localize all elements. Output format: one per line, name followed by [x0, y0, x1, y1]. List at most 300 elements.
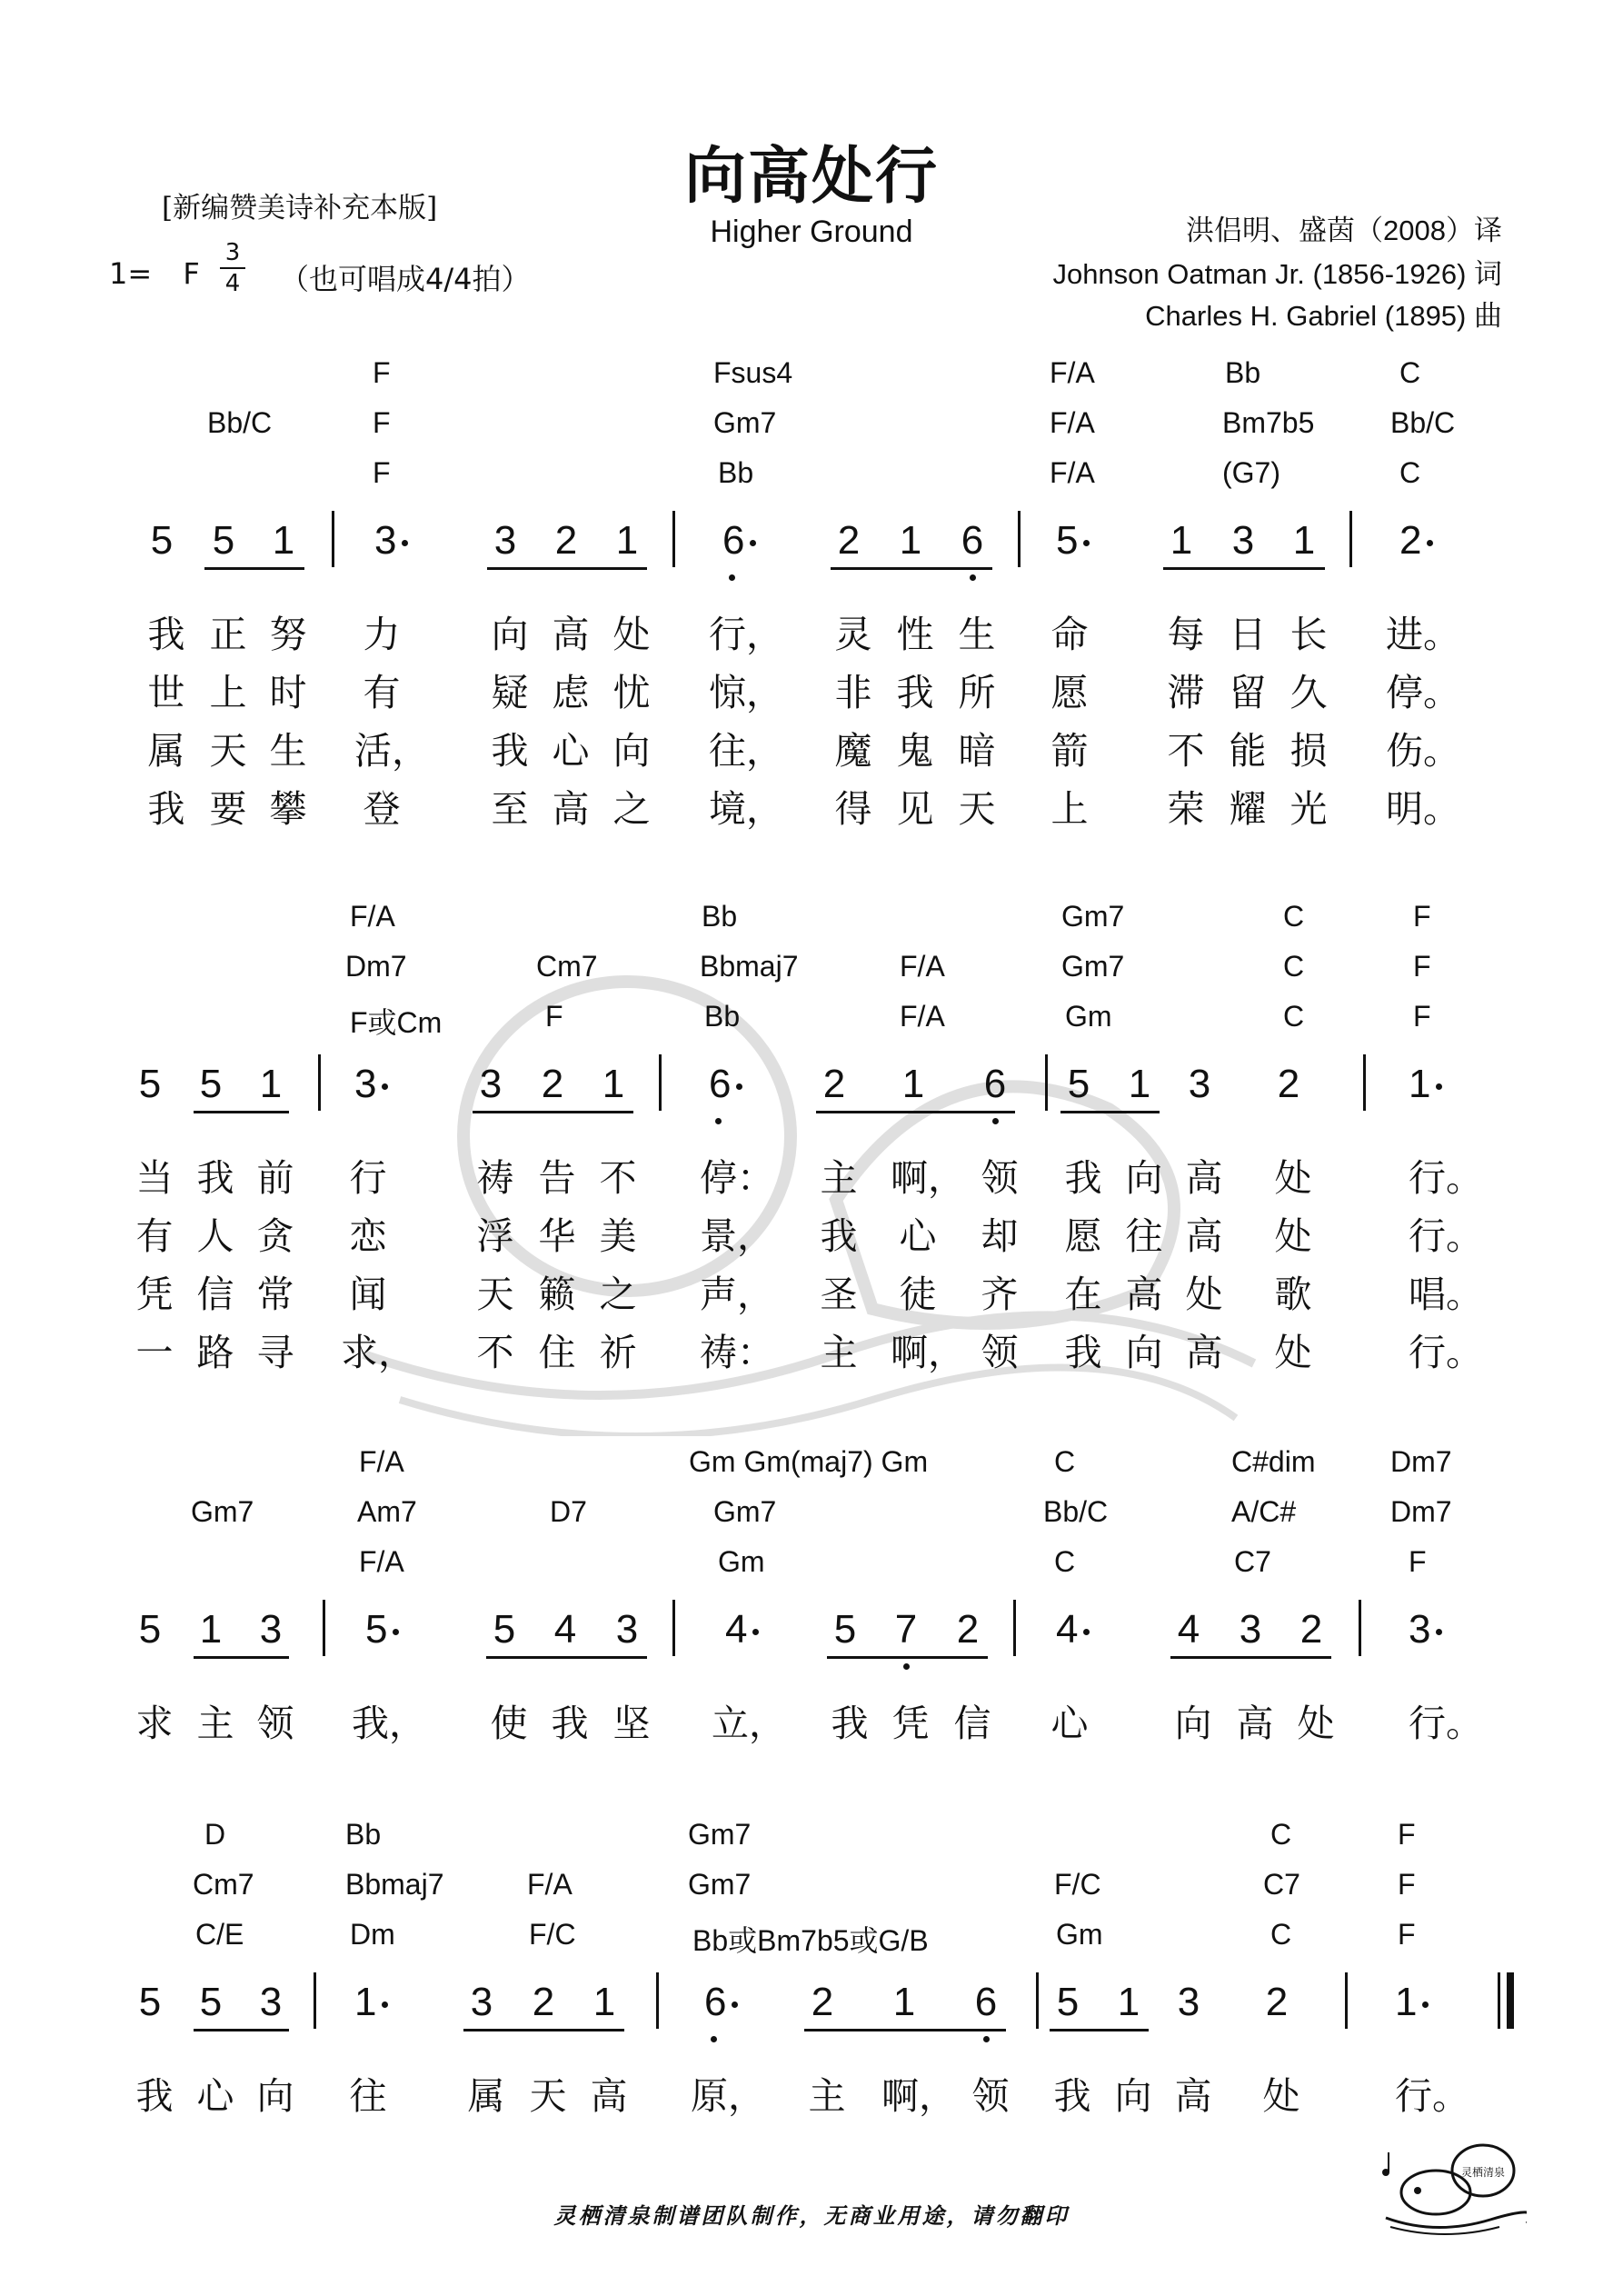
- lyric-char: 圣: [820, 1273, 858, 1316]
- lyric-char: 生: [958, 613, 996, 656]
- note: [1121, 1062, 1158, 1107]
- lyric-char: 声，: [700, 1273, 774, 1316]
- chord-symbol: Gm7: [688, 1818, 752, 1851]
- augmentation-dot: [382, 1083, 388, 1090]
- lyric-char: 天: [476, 1273, 514, 1316]
- note: [1386, 1980, 1440, 2025]
- lyric-char: 心: [196, 2074, 234, 2118]
- note-digit: 5: [199, 1980, 223, 2024]
- note-digit: 2: [541, 1062, 564, 1106]
- lyric-char: 属: [467, 2074, 505, 2118]
- note: [1232, 1607, 1269, 1652]
- lyric-char: 命: [1050, 613, 1089, 656]
- eighth-note-underline: [463, 2029, 624, 2031]
- note-digit: 1: [1395, 1980, 1418, 2024]
- note-digit: 3: [259, 1607, 283, 1652]
- note: [132, 1062, 168, 1107]
- note-digit: 1: [1409, 1062, 1431, 1106]
- lyric-char: 常: [256, 1273, 294, 1316]
- lyric-char: 我: [491, 729, 529, 773]
- lyric-char: 往，: [709, 729, 783, 773]
- augmentation-dot: [393, 1629, 399, 1635]
- note-digit: 6: [974, 1980, 998, 2024]
- lyric-char: 主: [808, 2074, 846, 2118]
- lyric-char: 攀: [269, 787, 307, 831]
- chord-symbol: D7: [550, 1495, 587, 1528]
- lyric-char: 上: [1050, 787, 1089, 831]
- note-digit: 1: [615, 518, 639, 563]
- lyric-char: 领: [981, 1156, 1019, 1200]
- note-digit: 3: [1188, 1062, 1211, 1106]
- lyric-char: 非: [834, 671, 872, 714]
- note: [816, 1062, 852, 1107]
- lyric-char: 我: [147, 613, 185, 656]
- chord-symbol: F: [1413, 900, 1431, 933]
- chord-symbol: F: [1409, 1545, 1427, 1578]
- note: [193, 1062, 229, 1107]
- augmentation-dot: [1427, 540, 1433, 546]
- note-digit: 5: [833, 1607, 857, 1652]
- barline: [1363, 1054, 1366, 1111]
- eighth-note-underline: [1050, 2029, 1149, 2031]
- note-digit: 4: [1177, 1607, 1200, 1652]
- lyric-char: 境，: [709, 787, 783, 831]
- note: [132, 1980, 168, 2025]
- time-signature: [214, 239, 251, 297]
- lyric-char: 久: [1289, 671, 1328, 714]
- eighth-note-underline: [194, 1111, 289, 1113]
- lyric-char: 人: [196, 1214, 234, 1258]
- lyric-char: 心: [552, 729, 590, 773]
- lyric-char: 原，: [691, 2074, 765, 2118]
- eighth-note-underline: [1060, 1111, 1160, 1113]
- lyric-char: 不: [599, 1156, 637, 1200]
- lyric-char: 行。: [1409, 1702, 1483, 1745]
- note-digit: 5: [365, 1607, 388, 1652]
- note-digit: 3: [374, 518, 397, 563]
- note-digit: 1: [899, 518, 922, 563]
- barline: [332, 511, 334, 567]
- lyric-char: 行。: [1395, 2074, 1469, 2118]
- note: [886, 1980, 922, 2025]
- chord-symbol: Bm7b5: [1222, 406, 1315, 439]
- chord-symbol: F/C: [1054, 1868, 1101, 1901]
- note-digit: 2: [822, 1062, 846, 1106]
- augmentation-dot: [1083, 540, 1090, 546]
- augmentation-dot: [382, 2002, 388, 2008]
- barline: [1345, 1972, 1348, 2029]
- chord-symbol: C: [1283, 950, 1305, 983]
- lyric-char: 寻: [256, 1331, 294, 1374]
- note-digit: 5: [212, 518, 235, 563]
- chord-symbol: C: [1270, 1918, 1292, 1951]
- chord-symbol: F/A: [359, 1445, 404, 1478]
- logo-text: 灵栖清泉: [1460, 2166, 1506, 2179]
- augmentation-dot: [1436, 1083, 1442, 1090]
- chord-symbol: Cm7: [193, 1868, 254, 1901]
- lyric-char: 处: [1297, 1702, 1335, 1745]
- note: [586, 1980, 622, 2025]
- lyric-char: 惊，: [709, 671, 783, 714]
- chord-symbol: C: [1399, 456, 1421, 489]
- lyric-char: 祷：: [700, 1331, 774, 1374]
- lyric-char: 向: [256, 2074, 294, 2118]
- note: [895, 1062, 931, 1107]
- chord-symbol: Bb/C: [207, 406, 273, 439]
- time-denominator: 4: [224, 270, 241, 297]
- lyric-char: 天: [209, 729, 247, 773]
- note-digit: 3: [1239, 1607, 1262, 1652]
- lyric-char: 荣: [1167, 787, 1205, 831]
- note-digit: 5: [138, 1062, 162, 1106]
- chord-symbol: F/A: [350, 900, 395, 933]
- lyric-char: 高: [552, 787, 590, 831]
- note: [132, 1607, 168, 1652]
- chord-symbol: Bb: [718, 456, 754, 489]
- chord-symbol: A/C#: [1231, 1495, 1297, 1528]
- note: [253, 1062, 289, 1107]
- key-prefix: 1=: [109, 256, 153, 291]
- lyric-char: 活，: [354, 729, 429, 773]
- eighth-note-underline: [487, 567, 647, 570]
- note: [345, 1980, 400, 2025]
- lyric-char: 心: [1050, 1702, 1089, 1745]
- lyric-char: 处: [1274, 1331, 1312, 1374]
- credit-translator: 洪侣明、盛茵（2008）译: [1186, 215, 1502, 246]
- chord-symbol: F或Cm: [350, 1006, 443, 1039]
- note: [977, 1062, 1013, 1107]
- lyric-char: 之: [599, 1273, 637, 1316]
- note: [548, 518, 584, 564]
- chord-symbol: C: [1054, 1445, 1076, 1478]
- note: [954, 518, 991, 564]
- note-digit: 3: [470, 1980, 493, 2024]
- chord-symbol: Gm: [1065, 1000, 1112, 1033]
- chord-symbol: F: [1398, 1818, 1416, 1851]
- lyric-char: 住: [538, 1331, 576, 1374]
- lyric-char: 能: [1229, 729, 1267, 773]
- lyric-char: 高: [1125, 1273, 1163, 1316]
- lyric-char: 向: [612, 729, 651, 773]
- lyric-char: 日: [1229, 613, 1267, 656]
- chord-symbol: Gm7: [1061, 950, 1125, 983]
- note-digit: 1: [901, 1062, 925, 1106]
- chord-symbol: F: [1398, 1918, 1416, 1951]
- lyric-char: 往: [1125, 1214, 1163, 1258]
- lyric-char: 高: [552, 613, 590, 656]
- augmentation-dot: [752, 1629, 759, 1635]
- note-digit: 5: [138, 1980, 162, 2024]
- lyric-char: 华: [538, 1214, 576, 1258]
- lyric-char: 登: [363, 787, 401, 831]
- lower-octave-dot: [970, 574, 976, 581]
- lyric-char: 领: [256, 1702, 294, 1745]
- note-digit: 6: [704, 1980, 727, 2024]
- lower-octave-dot: [903, 1663, 910, 1670]
- chord-symbol: Gm7: [713, 1495, 777, 1528]
- lyric-char: 疑: [491, 671, 529, 714]
- final-barline-thick: [1507, 1972, 1514, 2029]
- lyric-char: 魔: [834, 729, 872, 773]
- page-title: 向高处行: [683, 141, 939, 213]
- note: [695, 1980, 750, 2025]
- lyric-char: 我: [196, 1156, 234, 1200]
- lyric-char: 使: [490, 1702, 528, 1745]
- lyric-char: 歌: [1274, 1273, 1312, 1316]
- note: [609, 518, 645, 564]
- lyric-char: 停：: [700, 1156, 774, 1200]
- lyric-char: 之: [612, 787, 651, 831]
- note: [265, 518, 302, 564]
- lyric-char: 唱。: [1409, 1273, 1483, 1316]
- lyric-char: 生: [269, 729, 307, 773]
- note: [525, 1980, 562, 2025]
- lyric-char: 高: [1236, 1702, 1274, 1745]
- lyric-char: 齐: [981, 1273, 1019, 1316]
- note: [609, 1607, 645, 1652]
- chord-symbol: Bb: [1225, 356, 1261, 389]
- note-digit: 4: [725, 1607, 748, 1652]
- note-digit: 3: [354, 1062, 377, 1106]
- lyric-char: 所: [958, 671, 996, 714]
- lyric-char: 啊，: [881, 2074, 956, 2118]
- chord-symbol: F/A: [900, 1000, 945, 1033]
- lyric-char: 求: [135, 1702, 174, 1745]
- chord-symbol: Bb: [704, 1000, 741, 1033]
- lyric-char: 性: [896, 613, 934, 656]
- augmentation-dot: [1083, 1629, 1090, 1635]
- note-digit: 2: [956, 1607, 980, 1652]
- lower-octave-dot: [729, 574, 735, 581]
- lyric-char: 领: [981, 1331, 1019, 1374]
- note-digit: 1: [1117, 1980, 1140, 2024]
- chord-symbol: F: [1413, 950, 1431, 983]
- note-digit: 3: [1231, 518, 1255, 563]
- note: [345, 1062, 400, 1107]
- chord-symbol: F/A: [1050, 406, 1095, 439]
- chord-symbol: F/A: [1050, 456, 1095, 489]
- eighth-note-underline: [473, 1111, 633, 1113]
- edition-label: [新编赞美诗补充本版]: [162, 192, 438, 225]
- note: [827, 1607, 863, 1652]
- lyric-char: 明。: [1386, 787, 1460, 831]
- lyric-char: 路: [196, 1331, 234, 1374]
- lyric-char: 时: [269, 671, 307, 714]
- chord-symbol: Am7: [357, 1495, 417, 1528]
- lyric-char: 灵: [834, 613, 872, 656]
- note: [356, 1607, 411, 1652]
- publisher-logo: [1381, 2136, 1527, 2236]
- chord-symbol: F/A: [527, 1868, 573, 1901]
- lyric-char: 至: [491, 787, 529, 831]
- note-digit: 3: [493, 518, 517, 563]
- lyric-char: 凭: [135, 1273, 174, 1316]
- note-digit: 2: [532, 1980, 555, 2024]
- chord-symbol: Gm7: [688, 1868, 752, 1901]
- note: [534, 1062, 571, 1107]
- chord-symbol: Dm7: [1390, 1445, 1452, 1478]
- note: [888, 1607, 924, 1652]
- chord-symbol: C7: [1263, 1868, 1300, 1901]
- augmentation-dot: [402, 540, 408, 546]
- chord-symbol: Dm: [350, 1918, 395, 1951]
- lyric-char: 心: [899, 1214, 937, 1258]
- lyric-char: 信: [196, 1273, 234, 1316]
- lyric-char: 伤。: [1386, 729, 1460, 773]
- note-digit: 6: [722, 518, 745, 563]
- time-note: （也可唱成4/4拍）: [280, 262, 531, 296]
- credit-composer: Charles H. Gabriel (1895) 曲: [1145, 300, 1502, 332]
- augmentation-dot: [736, 1083, 742, 1090]
- lyric-char: 主: [820, 1331, 858, 1374]
- note-digit: 7: [894, 1607, 918, 1652]
- lyric-char: 努: [269, 613, 307, 656]
- note: [1163, 518, 1200, 564]
- credit-lyricist: Johnson Oatman Jr. (1856-1926) 词: [1052, 258, 1502, 290]
- chord-symbol: Gm Gm(maj7) Gm: [689, 1445, 929, 1478]
- lyric-char: 徒: [899, 1273, 937, 1316]
- barline: [659, 1054, 662, 1111]
- chord-symbol: F/A: [900, 950, 945, 983]
- eighth-note-underline: [804, 2029, 1006, 2031]
- note-digit: 1: [1170, 518, 1193, 563]
- chord-symbol: Bb: [345, 1818, 382, 1851]
- note: [716, 1607, 771, 1652]
- barline: [1018, 511, 1021, 567]
- lyric-char: 行: [349, 1156, 387, 1200]
- chord-symbol: Bbmaj7: [700, 950, 799, 983]
- chord-symbol: Fsus4: [713, 356, 793, 389]
- lyric-char: 长: [1289, 613, 1328, 656]
- lyric-char: 天: [958, 787, 996, 831]
- eighth-note-underline: [204, 567, 304, 570]
- lyric-char: 求，: [341, 1331, 415, 1374]
- lyric-char: 滞: [1167, 671, 1205, 714]
- lyric-char: 我，: [352, 1702, 426, 1745]
- chord-symbol: Gm: [718, 1545, 765, 1578]
- lyric-char: 向: [1114, 2074, 1152, 2118]
- lyric-char: 却: [981, 1214, 1019, 1258]
- note-digit: 1: [1128, 1062, 1151, 1106]
- note-digit: 1: [199, 1607, 223, 1652]
- lyric-char: 祈: [599, 1331, 637, 1374]
- lyric-char: 有: [363, 671, 401, 714]
- lyric-char: 上: [209, 671, 247, 714]
- chord-symbol: F/A: [1050, 356, 1095, 389]
- note-digit: 1: [602, 1062, 625, 1106]
- lyric-char: 行，: [709, 613, 783, 656]
- lyric-char: 忧: [612, 671, 651, 714]
- eighth-note-underline: [831, 567, 992, 570]
- footer-note: 灵栖清泉制谱团队制作，无商业用途，请勿翻印: [553, 2203, 1070, 2229]
- lyric-char: 暗: [958, 729, 996, 773]
- chord-symbol: Bb/C: [1043, 1495, 1109, 1528]
- lyric-char: 浮: [476, 1214, 514, 1258]
- lower-octave-dot: [715, 1118, 722, 1124]
- note-digit: 5: [1056, 518, 1079, 563]
- lyric-char: 力: [363, 613, 401, 656]
- note-digit: 2: [1277, 1062, 1300, 1106]
- lyric-char: 景，: [700, 1214, 774, 1258]
- lyric-char: 向: [1174, 1702, 1212, 1745]
- note-digit: 1: [259, 1062, 283, 1106]
- note-digit: 2: [1265, 1980, 1289, 2024]
- lyric-char: 停。: [1386, 671, 1460, 714]
- lyric-char: 要: [209, 787, 247, 831]
- note: [1170, 1980, 1207, 2025]
- lyric-char: 闻: [349, 1273, 387, 1316]
- lyric-char: 属: [147, 729, 185, 773]
- note: [804, 1980, 841, 2025]
- chord-symbol: Bb: [702, 900, 738, 933]
- note: [144, 518, 180, 564]
- eighth-note-underline: [816, 1111, 1015, 1113]
- note-digit: 1: [592, 1980, 616, 2024]
- barline: [318, 1054, 321, 1111]
- augmentation-dot: [732, 2002, 738, 2008]
- note-digit: 3: [615, 1607, 639, 1652]
- note: [1047, 1607, 1101, 1652]
- lyric-char: 立，: [712, 1702, 786, 1745]
- lyric-char: 处: [1262, 2074, 1300, 2118]
- lyric-char: 我: [896, 671, 934, 714]
- lyric-char: 恋: [349, 1214, 387, 1258]
- lyric-char: 愿: [1064, 1214, 1102, 1258]
- lyric-char: 不: [476, 1331, 514, 1374]
- chord-symbol: Gm7: [1061, 900, 1125, 933]
- note: [1390, 518, 1445, 564]
- lyric-char: 我: [1064, 1156, 1102, 1200]
- chord-symbol: Gm: [1056, 1918, 1103, 1951]
- chord-symbol: (G7): [1222, 456, 1280, 489]
- barline: [314, 1972, 316, 2029]
- note-digit: 4: [553, 1607, 577, 1652]
- lyric-char: 处: [1274, 1214, 1312, 1258]
- chord-symbol: C7: [1234, 1545, 1271, 1578]
- lyric-char: 见: [896, 787, 934, 831]
- chord-symbol: F: [545, 1000, 563, 1033]
- note: [700, 1062, 754, 1107]
- barline: [1036, 1972, 1039, 2029]
- chord-symbol: Dm7: [1390, 1495, 1452, 1528]
- barline: [672, 511, 675, 567]
- note: [205, 518, 242, 564]
- barline: [1359, 1600, 1361, 1656]
- chord-symbol: C: [1283, 1000, 1305, 1033]
- final-barline-thin: [1498, 1972, 1500, 2029]
- note-digit: 3: [1409, 1607, 1431, 1652]
- lyric-char: 告: [538, 1156, 576, 1200]
- lyric-char: 我: [551, 1702, 589, 1745]
- lyric-char: 虑: [552, 671, 590, 714]
- note-digit: 5: [199, 1062, 223, 1106]
- lyric-char: 信: [953, 1702, 991, 1745]
- chord-symbol: C: [1283, 900, 1305, 933]
- lyric-char: 凭: [891, 1702, 930, 1745]
- lower-octave-dot: [992, 1118, 999, 1124]
- lyric-char: 正: [209, 613, 247, 656]
- augmentation-dot: [1422, 2002, 1429, 2008]
- note: [1181, 1062, 1218, 1107]
- lyric-char: 耀: [1229, 787, 1267, 831]
- note: [1399, 1062, 1454, 1107]
- note: [547, 1607, 583, 1652]
- lyric-char: 得: [834, 787, 872, 831]
- augmentation-dot: [750, 540, 756, 546]
- lyric-char: 我: [1064, 1331, 1102, 1374]
- chord-symbol: Gm7: [713, 406, 777, 439]
- chord-symbol: F: [373, 406, 391, 439]
